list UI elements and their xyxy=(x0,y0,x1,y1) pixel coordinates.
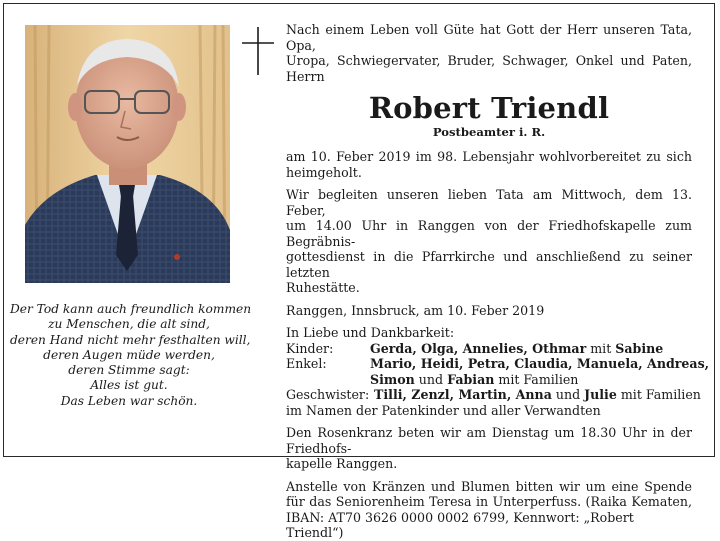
funeral-line: Wir begleiten unseren lieben Tata am Mittwoch, dem 13. Feber, xyxy=(286,187,692,218)
deceased-title: Postbeamter i. R. xyxy=(432,125,546,139)
children-label: Kinder: xyxy=(286,340,334,356)
cross-icon xyxy=(242,27,274,75)
deceased-name: Robert Triendl xyxy=(368,91,610,125)
quote-line: Alles ist gut. xyxy=(90,378,168,393)
quote-line: deren Stimme sagt: xyxy=(68,363,190,378)
siblings-label: Geschwister: xyxy=(286,387,370,402)
quote-line: Der Tod kann auch freundlich kommen xyxy=(10,302,252,316)
intro-line: Nach einem Leben voll Güte hat Gott der Herr unseren Tata, Opa, xyxy=(286,22,692,53)
siblings-value: Tilli, Zenzl, Martin, Anna und Julie mit Familien xyxy=(374,387,701,402)
grandchildren-label: Enkel: xyxy=(286,356,327,371)
death-line: heimgeholt. xyxy=(286,164,362,180)
portrait-photo xyxy=(25,25,230,283)
quote-line: deren Hand nicht mehr festhalten will, xyxy=(10,332,251,347)
quote-line: deren Augen müde werden, xyxy=(43,347,215,362)
grandchildren-value-2: Simon und Fabian mit Familien xyxy=(370,371,579,387)
intro-line: Uropa, Schwiegervater, Bruder, Schwager, Onkel und Paten, Herrn xyxy=(286,53,692,84)
siblings-row xyxy=(286,387,701,403)
children-value: Gerda, Olga, Annelies, Othmar mit Sabine xyxy=(370,340,664,356)
donation-line: IBAN: AT70 3626 0000 0002 6799, Kennwort: „Robert Triendl“) xyxy=(286,509,634,540)
rosary-line: Den Rosenkranz beten wir am Dienstag um 18.30 Uhr in der Friedhofs- xyxy=(286,425,692,456)
quote-line: Das Leben war schön. xyxy=(60,393,198,408)
grandchildren-value: Mario, Heidi, Petra, Claudia, Manuela, Andreas, xyxy=(370,356,710,371)
place-date: Ranggen, Innsbruck, am 10. Feber 2019 xyxy=(286,302,545,318)
donation-line: Anstelle von Kränzen und Blumen bitten wir um eine Spende xyxy=(286,478,692,494)
love-line: In Liebe und Dankbarkeit: xyxy=(286,325,455,340)
memorial-quote xyxy=(10,302,252,409)
grandchildren-row xyxy=(286,356,710,372)
children-row xyxy=(286,341,692,357)
funeral-line: gottesdienst in die Pfarrkirche und anschließend zu seiner letzten xyxy=(286,249,692,280)
grandchildren-row-2 xyxy=(286,372,692,388)
funeral-line: um 14.00 Uhr in Ranggen von der Friedhofskapelle zum Begräbnis- xyxy=(286,218,692,249)
rosary-line: kapelle Ranggen. xyxy=(286,456,398,471)
death-line: am 10. Feber 2019 im 98. Lebensjahr wohlvorbereitet zu sich xyxy=(286,149,692,164)
notice-text xyxy=(286,22,710,541)
godchildren-line: im Namen der Patenkinder und aller Verwandten xyxy=(286,402,601,418)
quote-line: zu Menschen, die alt sind, xyxy=(48,317,210,332)
funeral-line: Ruhestätte. xyxy=(286,280,360,295)
donation-line: für das Seniorenheim Teresa in Unterperfuss. (Raika Kematen, xyxy=(286,494,692,509)
